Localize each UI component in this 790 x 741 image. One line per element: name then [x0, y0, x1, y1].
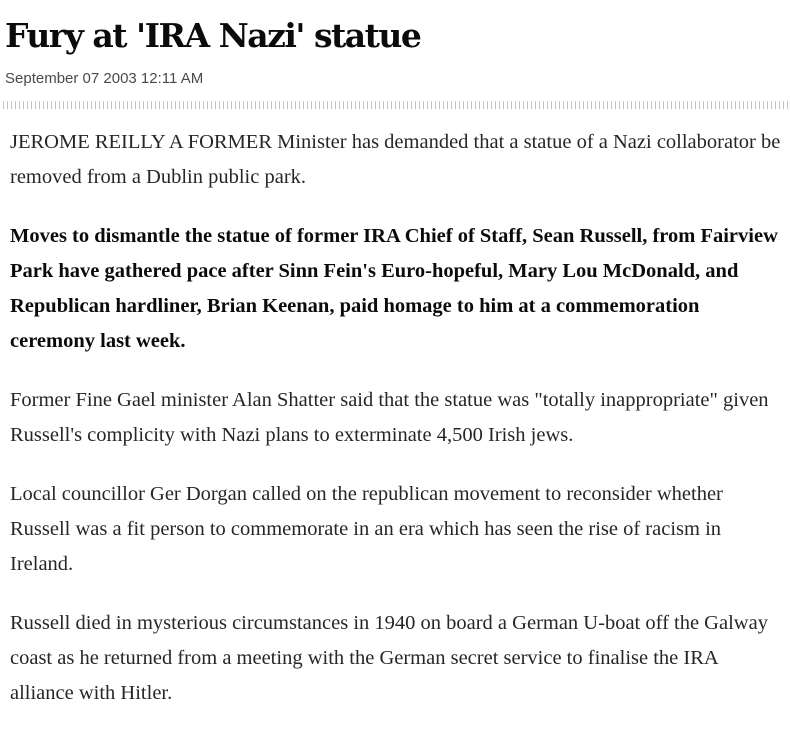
- paragraph-3: Former Fine Gael minister Alan Shatter said that the statue was "totally inappropriate" given Russell's complicity with Nazi plans to exterminate 4,500 Irish jews.: [10, 389, 769, 446]
- paragraph-5: Russell died in mysterious circumstances in 1940 on board a German U-boat off the Galway coast as he returned from a meeting with the German secret service to finalise the IRA alliance with Hitler.: [10, 612, 768, 704]
- headline: Fury at 'IRA Nazi' statue: [5, 16, 421, 55]
- article-body: [10, 125, 785, 735]
- paragraph-4: Local councillor Ger Dorgan called on the republican movement to reconsider whether Russell was a fit person to commemorate in an era which has seen the rise of racism in Ireland.: [10, 483, 723, 575]
- paragraph-1: JEROME REILLY A FORMER Minister has demanded that a statue of a Nazi collaborator be removed from a Dublin public park.: [10, 131, 781, 188]
- publish-date: September 07 2003 12:11 AM: [5, 70, 204, 87]
- dotted-divider: [3, 101, 789, 109]
- paragraph-2: Moves to dismantle the statue of former IRA Chief of Staff, Sean Russell, from Fairview Park have gathered pace after Sinn Fein's Euro-hopeful, Mary Lou McDonald, and Republican hardliner, Brian Keenan, paid homage to him at a commemoration ceremony last week.: [10, 225, 778, 352]
